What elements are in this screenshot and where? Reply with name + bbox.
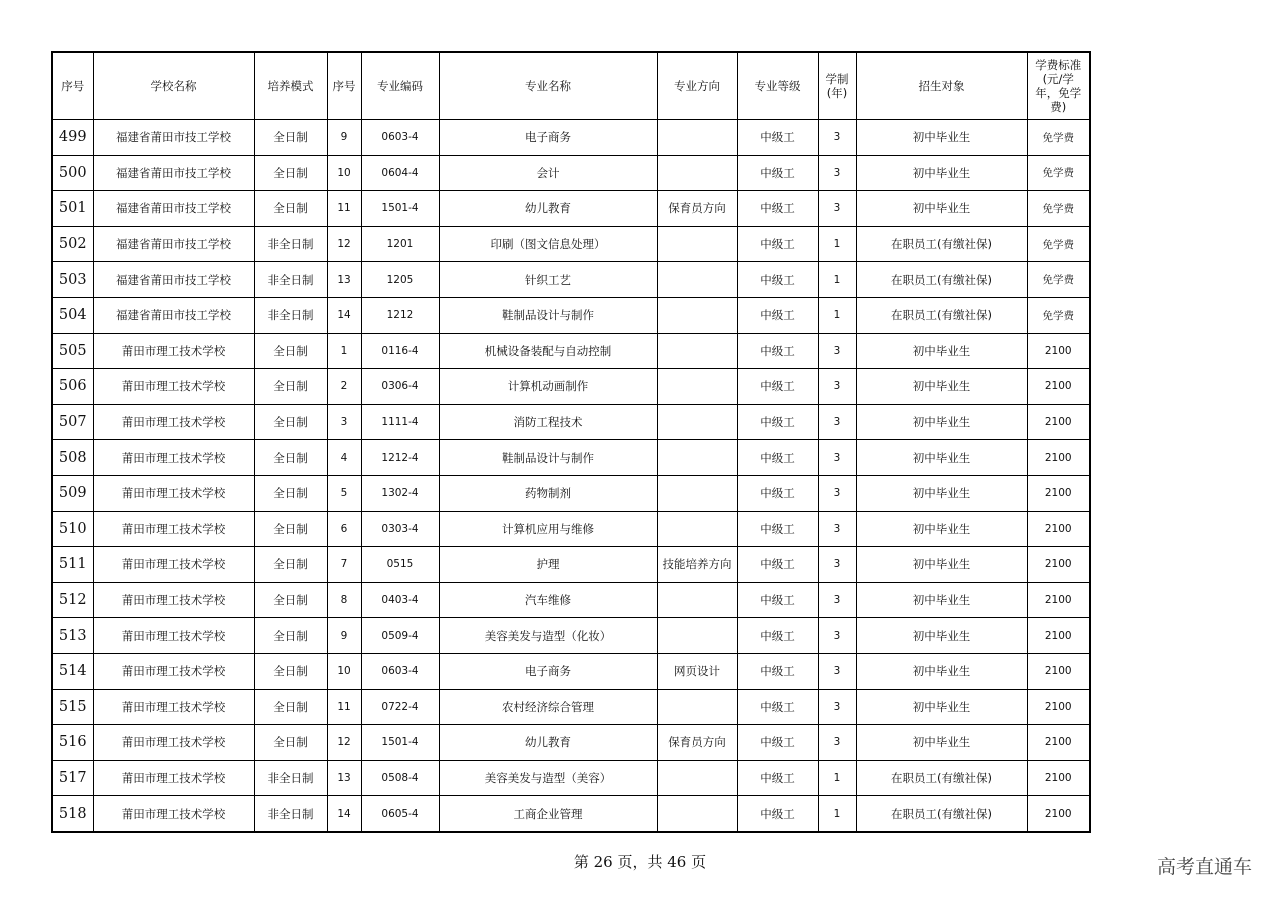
watermark: 高考直通车: [1156, 856, 1252, 878]
cell-major-direction: [657, 262, 737, 298]
table-row: [52, 297, 1090, 333]
table-row: [52, 618, 1090, 654]
cell-serial: 499: [52, 120, 93, 156]
cell-major-direction: 技能培养方向: [657, 547, 737, 583]
cell-training-mode: 全日制: [254, 404, 327, 440]
cell-serial: 511: [52, 547, 93, 583]
cell-sub-serial: 14: [327, 796, 361, 832]
cell-tuition: 免学费: [1027, 262, 1090, 298]
cell-school-name: 莆田市理工技术学校: [93, 440, 254, 476]
table-row: [52, 689, 1090, 725]
cell-major-level: 中级工: [737, 689, 818, 725]
cell-duration: 1: [818, 262, 856, 298]
cell-major-direction: [657, 333, 737, 369]
cell-sub-serial: 3: [327, 404, 361, 440]
header-training-mode: 培养模式: [254, 52, 327, 120]
cell-sub-serial: 11: [327, 689, 361, 725]
cell-major-code: 0116-4: [361, 333, 439, 369]
cell-major-level: 中级工: [737, 653, 818, 689]
cell-major-name: 汽车维修: [439, 582, 657, 618]
cell-major-name: 鞋制品设计与制作: [439, 440, 657, 476]
cell-serial: 518: [52, 796, 93, 832]
cell-school-name: 莆田市理工技术学校: [93, 511, 254, 547]
cell-enrollment-target: 在职员工(有缴社保): [856, 297, 1027, 333]
cell-duration: 3: [818, 511, 856, 547]
table-row: [52, 582, 1090, 618]
cell-serial: 509: [52, 475, 93, 511]
cell-training-mode: 全日制: [254, 725, 327, 761]
cell-major-code: 0603-4: [361, 120, 439, 156]
cell-school-name: 福建省莆田市技工学校: [93, 297, 254, 333]
cell-major-name: 电子商务: [439, 653, 657, 689]
cell-duration: 3: [818, 653, 856, 689]
cell-serial: 504: [52, 297, 93, 333]
cell-duration: 3: [818, 689, 856, 725]
cell-major-direction: [657, 369, 737, 405]
cell-major-code: 0509-4: [361, 618, 439, 654]
cell-tuition: 2100: [1027, 653, 1090, 689]
cell-major-name: 鞋制品设计与制作: [439, 297, 657, 333]
cell-school-name: 莆田市理工技术学校: [93, 653, 254, 689]
cell-sub-serial: 10: [327, 155, 361, 191]
cell-school-name: 莆田市理工技术学校: [93, 333, 254, 369]
table-header-row: [52, 52, 1090, 120]
cell-sub-serial: 4: [327, 440, 361, 476]
cell-training-mode: 全日制: [254, 653, 327, 689]
table-row: [52, 725, 1090, 761]
cell-major-code: 1212-4: [361, 440, 439, 476]
cell-tuition: 2100: [1027, 618, 1090, 654]
cell-major-level: 中级工: [737, 226, 818, 262]
cell-serial: 516: [52, 725, 93, 761]
cell-serial: 503: [52, 262, 93, 298]
cell-school-name: 福建省莆田市技工学校: [93, 191, 254, 227]
cell-tuition: 2100: [1027, 333, 1090, 369]
cell-major-direction: [657, 475, 737, 511]
cell-sub-serial: 5: [327, 475, 361, 511]
cell-major-level: 中级工: [737, 440, 818, 476]
cell-major-name: 幼儿教育: [439, 725, 657, 761]
cell-duration: 3: [818, 725, 856, 761]
table-row: [52, 333, 1090, 369]
cell-sub-serial: 10: [327, 653, 361, 689]
cell-major-level: 中级工: [737, 547, 818, 583]
cell-duration: 3: [818, 440, 856, 476]
cell-major-direction: [657, 226, 737, 262]
cell-training-mode: 全日制: [254, 191, 327, 227]
cell-training-mode: 全日制: [254, 333, 327, 369]
header-major-code: 专业编码: [361, 52, 439, 120]
cell-enrollment-target: 初中毕业生: [856, 191, 1027, 227]
cell-enrollment-target: 在职员工(有缴社保): [856, 760, 1027, 796]
cell-major-code: 0403-4: [361, 582, 439, 618]
cell-enrollment-target: 初中毕业生: [856, 120, 1027, 156]
cell-major-direction: [657, 796, 737, 832]
cell-major-code: 0508-4: [361, 760, 439, 796]
cell-tuition: 免学费: [1027, 191, 1090, 227]
cell-school-name: 莆田市理工技术学校: [93, 725, 254, 761]
cell-school-name: 莆田市理工技术学校: [93, 404, 254, 440]
cell-major-code: 1501-4: [361, 191, 439, 227]
header-major-direction: 专业方向: [657, 52, 737, 120]
cell-tuition: 免学费: [1027, 120, 1090, 156]
cell-duration: 3: [818, 475, 856, 511]
cell-training-mode: 非全日制: [254, 760, 327, 796]
cell-major-level: 中级工: [737, 725, 818, 761]
cell-enrollment-target: 在职员工(有缴社保): [856, 796, 1027, 832]
cell-sub-serial: 12: [327, 725, 361, 761]
table-row: [52, 191, 1090, 227]
cell-training-mode: 非全日制: [254, 297, 327, 333]
cell-sub-serial: 1: [327, 333, 361, 369]
cell-duration: 1: [818, 760, 856, 796]
cell-major-level: 中级工: [737, 297, 818, 333]
cell-training-mode: 全日制: [254, 689, 327, 725]
cell-tuition: 免学费: [1027, 155, 1090, 191]
cell-major-direction: [657, 689, 737, 725]
cell-major-direction: [657, 404, 737, 440]
cell-serial: 507: [52, 404, 93, 440]
cell-enrollment-target: 初中毕业生: [856, 404, 1027, 440]
cell-tuition: 2100: [1027, 440, 1090, 476]
header-tuition: 学费标准 (元/学 年，免学 费): [1027, 52, 1090, 120]
cell-enrollment-target: 初中毕业生: [856, 618, 1027, 654]
table-row: [52, 262, 1090, 298]
cell-tuition: 免学费: [1027, 226, 1090, 262]
cell-major-name: 美容美发与造型（化妆）: [439, 618, 657, 654]
cell-serial: 512: [52, 582, 93, 618]
cell-duration: 1: [818, 226, 856, 262]
cell-tuition: 2100: [1027, 796, 1090, 832]
cell-duration: 3: [818, 333, 856, 369]
cell-training-mode: 非全日制: [254, 796, 327, 832]
cell-major-name: 印刷（图文信息处理）: [439, 226, 657, 262]
cell-major-name: 美容美发与造型（美容）: [439, 760, 657, 796]
header-school-name: 学校名称: [93, 52, 254, 120]
cell-major-name: 计算机应用与维修: [439, 511, 657, 547]
cell-training-mode: 非全日制: [254, 226, 327, 262]
cell-sub-serial: 13: [327, 262, 361, 298]
cell-school-name: 莆田市理工技术学校: [93, 547, 254, 583]
cell-major-name: 电子商务: [439, 120, 657, 156]
cell-serial: 513: [52, 618, 93, 654]
table-row: [52, 155, 1090, 191]
table-row: [52, 226, 1090, 262]
cell-sub-serial: 12: [327, 226, 361, 262]
cell-enrollment-target: 初中毕业生: [856, 333, 1027, 369]
cell-sub-serial: 14: [327, 297, 361, 333]
cell-serial: 517: [52, 760, 93, 796]
cell-major-code: 1212: [361, 297, 439, 333]
table-row: [52, 440, 1090, 476]
table-row: [52, 796, 1090, 832]
cell-duration: 1: [818, 796, 856, 832]
cell-major-name: 消防工程技术: [439, 404, 657, 440]
cell-serial: 505: [52, 333, 93, 369]
cell-tuition: 2100: [1027, 475, 1090, 511]
cell-tuition: 2100: [1027, 511, 1090, 547]
cell-major-code: 1111-4: [361, 404, 439, 440]
cell-training-mode: 全日制: [254, 511, 327, 547]
cell-tuition: 免学费: [1027, 297, 1090, 333]
cell-major-direction: [657, 582, 737, 618]
cell-duration: 3: [818, 404, 856, 440]
cell-major-name: 农村经济综合管理: [439, 689, 657, 725]
cell-sub-serial: 11: [327, 191, 361, 227]
cell-enrollment-target: 在职员工(有缴社保): [856, 226, 1027, 262]
cell-major-level: 中级工: [737, 404, 818, 440]
cell-major-level: 中级工: [737, 262, 818, 298]
cell-enrollment-target: 初中毕业生: [856, 725, 1027, 761]
cell-major-code: 1201: [361, 226, 439, 262]
header-major-name: 专业名称: [439, 52, 657, 120]
cell-serial: 508: [52, 440, 93, 476]
table-row: [52, 653, 1090, 689]
cell-enrollment-target: 初中毕业生: [856, 155, 1027, 191]
cell-school-name: 福建省莆田市技工学校: [93, 155, 254, 191]
cell-training-mode: 全日制: [254, 155, 327, 191]
cell-duration: 3: [818, 120, 856, 156]
cell-major-level: 中级工: [737, 155, 818, 191]
cell-enrollment-target: 初中毕业生: [856, 653, 1027, 689]
cell-duration: 3: [818, 547, 856, 583]
cell-major-name: 工商企业管理: [439, 796, 657, 832]
cell-training-mode: 非全日制: [254, 262, 327, 298]
cell-training-mode: 全日制: [254, 582, 327, 618]
cell-major-name: 药物制剂: [439, 475, 657, 511]
cell-major-level: 中级工: [737, 120, 818, 156]
cell-major-level: 中级工: [737, 191, 818, 227]
cell-major-direction: [657, 440, 737, 476]
cell-major-code: 0603-4: [361, 653, 439, 689]
cell-enrollment-target: 初中毕业生: [856, 475, 1027, 511]
cell-school-name: 福建省莆田市技工学校: [93, 226, 254, 262]
cell-enrollment-target: 在职员工(有缴社保): [856, 262, 1027, 298]
cell-major-code: 0722-4: [361, 689, 439, 725]
cell-training-mode: 全日制: [254, 547, 327, 583]
cell-duration: 1: [818, 297, 856, 333]
cell-duration: 3: [818, 155, 856, 191]
cell-serial: 501: [52, 191, 93, 227]
header-serial: 序号: [52, 52, 93, 120]
table-row: [52, 760, 1090, 796]
cell-serial: 515: [52, 689, 93, 725]
cell-school-name: 福建省莆田市技工学校: [93, 262, 254, 298]
cell-training-mode: 全日制: [254, 369, 327, 405]
table-row: [52, 369, 1090, 405]
table-row: [52, 475, 1090, 511]
cell-tuition: 2100: [1027, 582, 1090, 618]
cell-major-code: 1205: [361, 262, 439, 298]
cell-serial: 506: [52, 369, 93, 405]
cell-major-direction: 保育员方向: [657, 725, 737, 761]
table-row: [52, 404, 1090, 440]
cell-sub-serial: 2: [327, 369, 361, 405]
cell-major-direction: [657, 155, 737, 191]
header-sub-serial: 序号: [327, 52, 361, 120]
enrollment-fee-table: [51, 51, 1091, 833]
cell-training-mode: 全日制: [254, 475, 327, 511]
cell-duration: 3: [818, 369, 856, 405]
cell-serial: 502: [52, 226, 93, 262]
cell-tuition: 2100: [1027, 689, 1090, 725]
cell-enrollment-target: 初中毕业生: [856, 440, 1027, 476]
cell-sub-serial: 6: [327, 511, 361, 547]
page-number: 第 26 页，共 46 页: [573, 853, 707, 871]
cell-major-direction: [657, 120, 737, 156]
cell-major-code: 0515: [361, 547, 439, 583]
header-duration: 学制 (年): [818, 52, 856, 120]
cell-major-code: 0303-4: [361, 511, 439, 547]
cell-tuition: 2100: [1027, 369, 1090, 405]
cell-major-direction: [657, 297, 737, 333]
cell-sub-serial: 7: [327, 547, 361, 583]
cell-school-name: 莆田市理工技术学校: [93, 618, 254, 654]
table-row: [52, 511, 1090, 547]
cell-sub-serial: 9: [327, 120, 361, 156]
cell-school-name: 莆田市理工技术学校: [93, 760, 254, 796]
cell-duration: 3: [818, 191, 856, 227]
cell-major-code: 1302-4: [361, 475, 439, 511]
cell-major-direction: [657, 511, 737, 547]
cell-major-direction: [657, 618, 737, 654]
cell-major-level: 中级工: [737, 582, 818, 618]
cell-major-direction: [657, 760, 737, 796]
cell-serial: 514: [52, 653, 93, 689]
header-enrollment-target: 招生对象: [856, 52, 1027, 120]
cell-major-code: 0604-4: [361, 155, 439, 191]
cell-major-level: 中级工: [737, 760, 818, 796]
table-row: [52, 547, 1090, 583]
cell-major-level: 中级工: [737, 475, 818, 511]
cell-school-name: 莆田市理工技术学校: [93, 582, 254, 618]
cell-major-direction: 网页设计: [657, 653, 737, 689]
cell-training-mode: 全日制: [254, 440, 327, 476]
cell-tuition: 2100: [1027, 404, 1090, 440]
cell-serial: 510: [52, 511, 93, 547]
cell-sub-serial: 8: [327, 582, 361, 618]
cell-major-name: 针织工艺: [439, 262, 657, 298]
cell-training-mode: 全日制: [254, 120, 327, 156]
cell-major-code: 0306-4: [361, 369, 439, 405]
cell-enrollment-target: 初中毕业生: [856, 582, 1027, 618]
cell-major-code: 0605-4: [361, 796, 439, 832]
cell-major-name: 计算机动画制作: [439, 369, 657, 405]
header-major-level: 专业等级: [737, 52, 818, 120]
cell-major-level: 中级工: [737, 333, 818, 369]
table-row: [52, 120, 1090, 156]
cell-enrollment-target: 初中毕业生: [856, 369, 1027, 405]
cell-duration: 3: [818, 618, 856, 654]
cell-major-direction: 保育员方向: [657, 191, 737, 227]
cell-major-name: 护理: [439, 547, 657, 583]
cell-sub-serial: 9: [327, 618, 361, 654]
cell-major-level: 中级工: [737, 369, 818, 405]
cell-enrollment-target: 初中毕业生: [856, 511, 1027, 547]
cell-serial: 500: [52, 155, 93, 191]
cell-major-name: 会计: [439, 155, 657, 191]
cell-school-name: 莆田市理工技术学校: [93, 475, 254, 511]
cell-major-code: 1501-4: [361, 725, 439, 761]
cell-training-mode: 全日制: [254, 618, 327, 654]
cell-tuition: 2100: [1027, 725, 1090, 761]
cell-tuition: 2100: [1027, 760, 1090, 796]
cell-enrollment-target: 初中毕业生: [856, 547, 1027, 583]
cell-major-level: 中级工: [737, 511, 818, 547]
cell-enrollment-target: 初中毕业生: [856, 689, 1027, 725]
cell-tuition: 2100: [1027, 547, 1090, 583]
cell-school-name: 莆田市理工技术学校: [93, 369, 254, 405]
cell-school-name: 莆田市理工技术学校: [93, 796, 254, 832]
cell-major-name: 机械设备装配与自动控制: [439, 333, 657, 369]
cell-school-name: 莆田市理工技术学校: [93, 689, 254, 725]
cell-major-level: 中级工: [737, 618, 818, 654]
cell-sub-serial: 13: [327, 760, 361, 796]
cell-major-level: 中级工: [737, 796, 818, 832]
cell-major-name: 幼儿教育: [439, 191, 657, 227]
cell-duration: 3: [818, 582, 856, 618]
cell-school-name: 福建省莆田市技工学校: [93, 120, 254, 156]
